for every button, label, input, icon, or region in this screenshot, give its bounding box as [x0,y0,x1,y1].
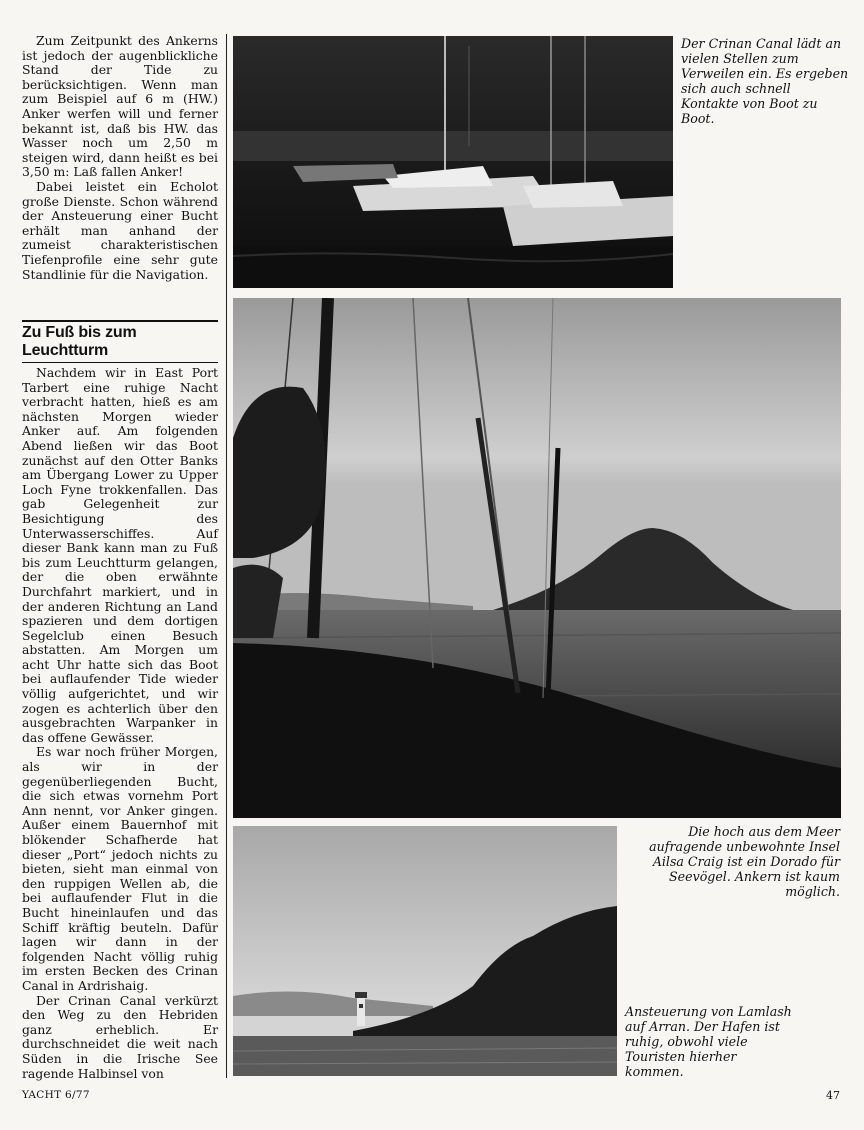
caption-ailsa-craig: Die hoch aus dem Meer aufragende unbewohnte Insel Ailsa Craig ist ein Dorado für Seevögel. Ankern ist kaum möglich. [649,824,840,899]
column-divider [226,34,227,1078]
article-paragraph: Der Crinan Canal verkürzt den Weg zu den Hebriden ganz erheblich. Er durchschneidet die weit nach Süden in die Irische See ragende Halbinsel von [22,992,218,1081]
article-paragraph: Nachdem wir in East Port Tarbert eine ruhige Nacht verbracht hatten, hieß es am nächsten Morgen wieder Anker auf. Am folgenden Abend ließen wir das Boot zunächst auf den Otter Banks am Übergang Lower zu Upper Loch Fyne trokkenfallen. Das gab Gelegenheit zur Besichtigung des Unterwasserschiffes. Auf dieser Bank kann man zu Fuß bis zum Leuchtturm gelangen, der die oben erwähnte Durchfahrt markiert, und in der anderen Richtung an Land spazieren und dem dortigen Segelclub einen Besuch abstatten. Am Morgen um acht Uhr hatte sich das Boot bei auflaufender Tide wieder völlig aufgerichtet, und wir zogen es achterlich über den ausgebrachten Warpanker in das offene Gewässer. [22,365,218,745]
footer-magazine: YACHT 6/77 [22,1089,90,1101]
article-column-top [22,34,218,282]
heading-rule-top [22,320,218,322]
article-paragraph: Es war noch früher Morgen, als wir in der gegenüberliegenden Bucht, die sich etwas vornehm Port Ann nennt, vor Anker gingen. Außer einem Bauernhof mit blökender Schafherde hat dieser „Port“ jedoch nichts zu bieten, sieht man einmal von den ruppigen Wellen ab, die bei auflaufender Flut in die Bucht hineinlaufen und das Schiff kräftig beuteln. Dafür lagen wir dann in der folgenden Nacht völlig ruhig im ersten Becken des Crinan Canal in Ardrishaig. [22,744,218,993]
photo-lamlash [233,826,617,1076]
page-number: 47 [826,1089,840,1102]
article-column-bottom [22,366,218,1081]
section-heading: Zu Fuß bis zum Leuchtturm [22,324,137,359]
article-paragraph: Dabei leistet ein Echolot große Dienste. Schon während der Ansteuerung einer Bucht erhält man anhand der zumeist charakteristischen Tiefenprofile eine sehr gute Standlinie für die Navigation. [22,178,218,282]
caption-lamlash: Ansteuerung von Lamlash auf Arran. Der Hafen ist ruhig, obwohl viele Touristen hierher kommen. [625,1004,792,1079]
caption-crinan-canal: Der Crinan Canal lädt an vielen Stellen zum Verweilen ein. Es ergeben sich auch schnell Kontakte von Boot zu Boot. [681,36,849,126]
photo-ailsa-craig [233,298,841,818]
photo-crinan-canal [233,36,673,288]
heading-rule-bottom [22,362,218,363]
article-paragraph: Zum Zeitpunkt des Ankerns ist jedoch der augenblickliche Stand der Tide zu berücksichtigen. Wenn man zum Beispiel auf 6 m (HW.) Anker werfen will und ferner bekannt ist, daß bis HW. das Wasser noch um 2,50 m steigen wird, dann heißt es bei 3,50 m: Laß fallen Anker! [22,33,218,180]
